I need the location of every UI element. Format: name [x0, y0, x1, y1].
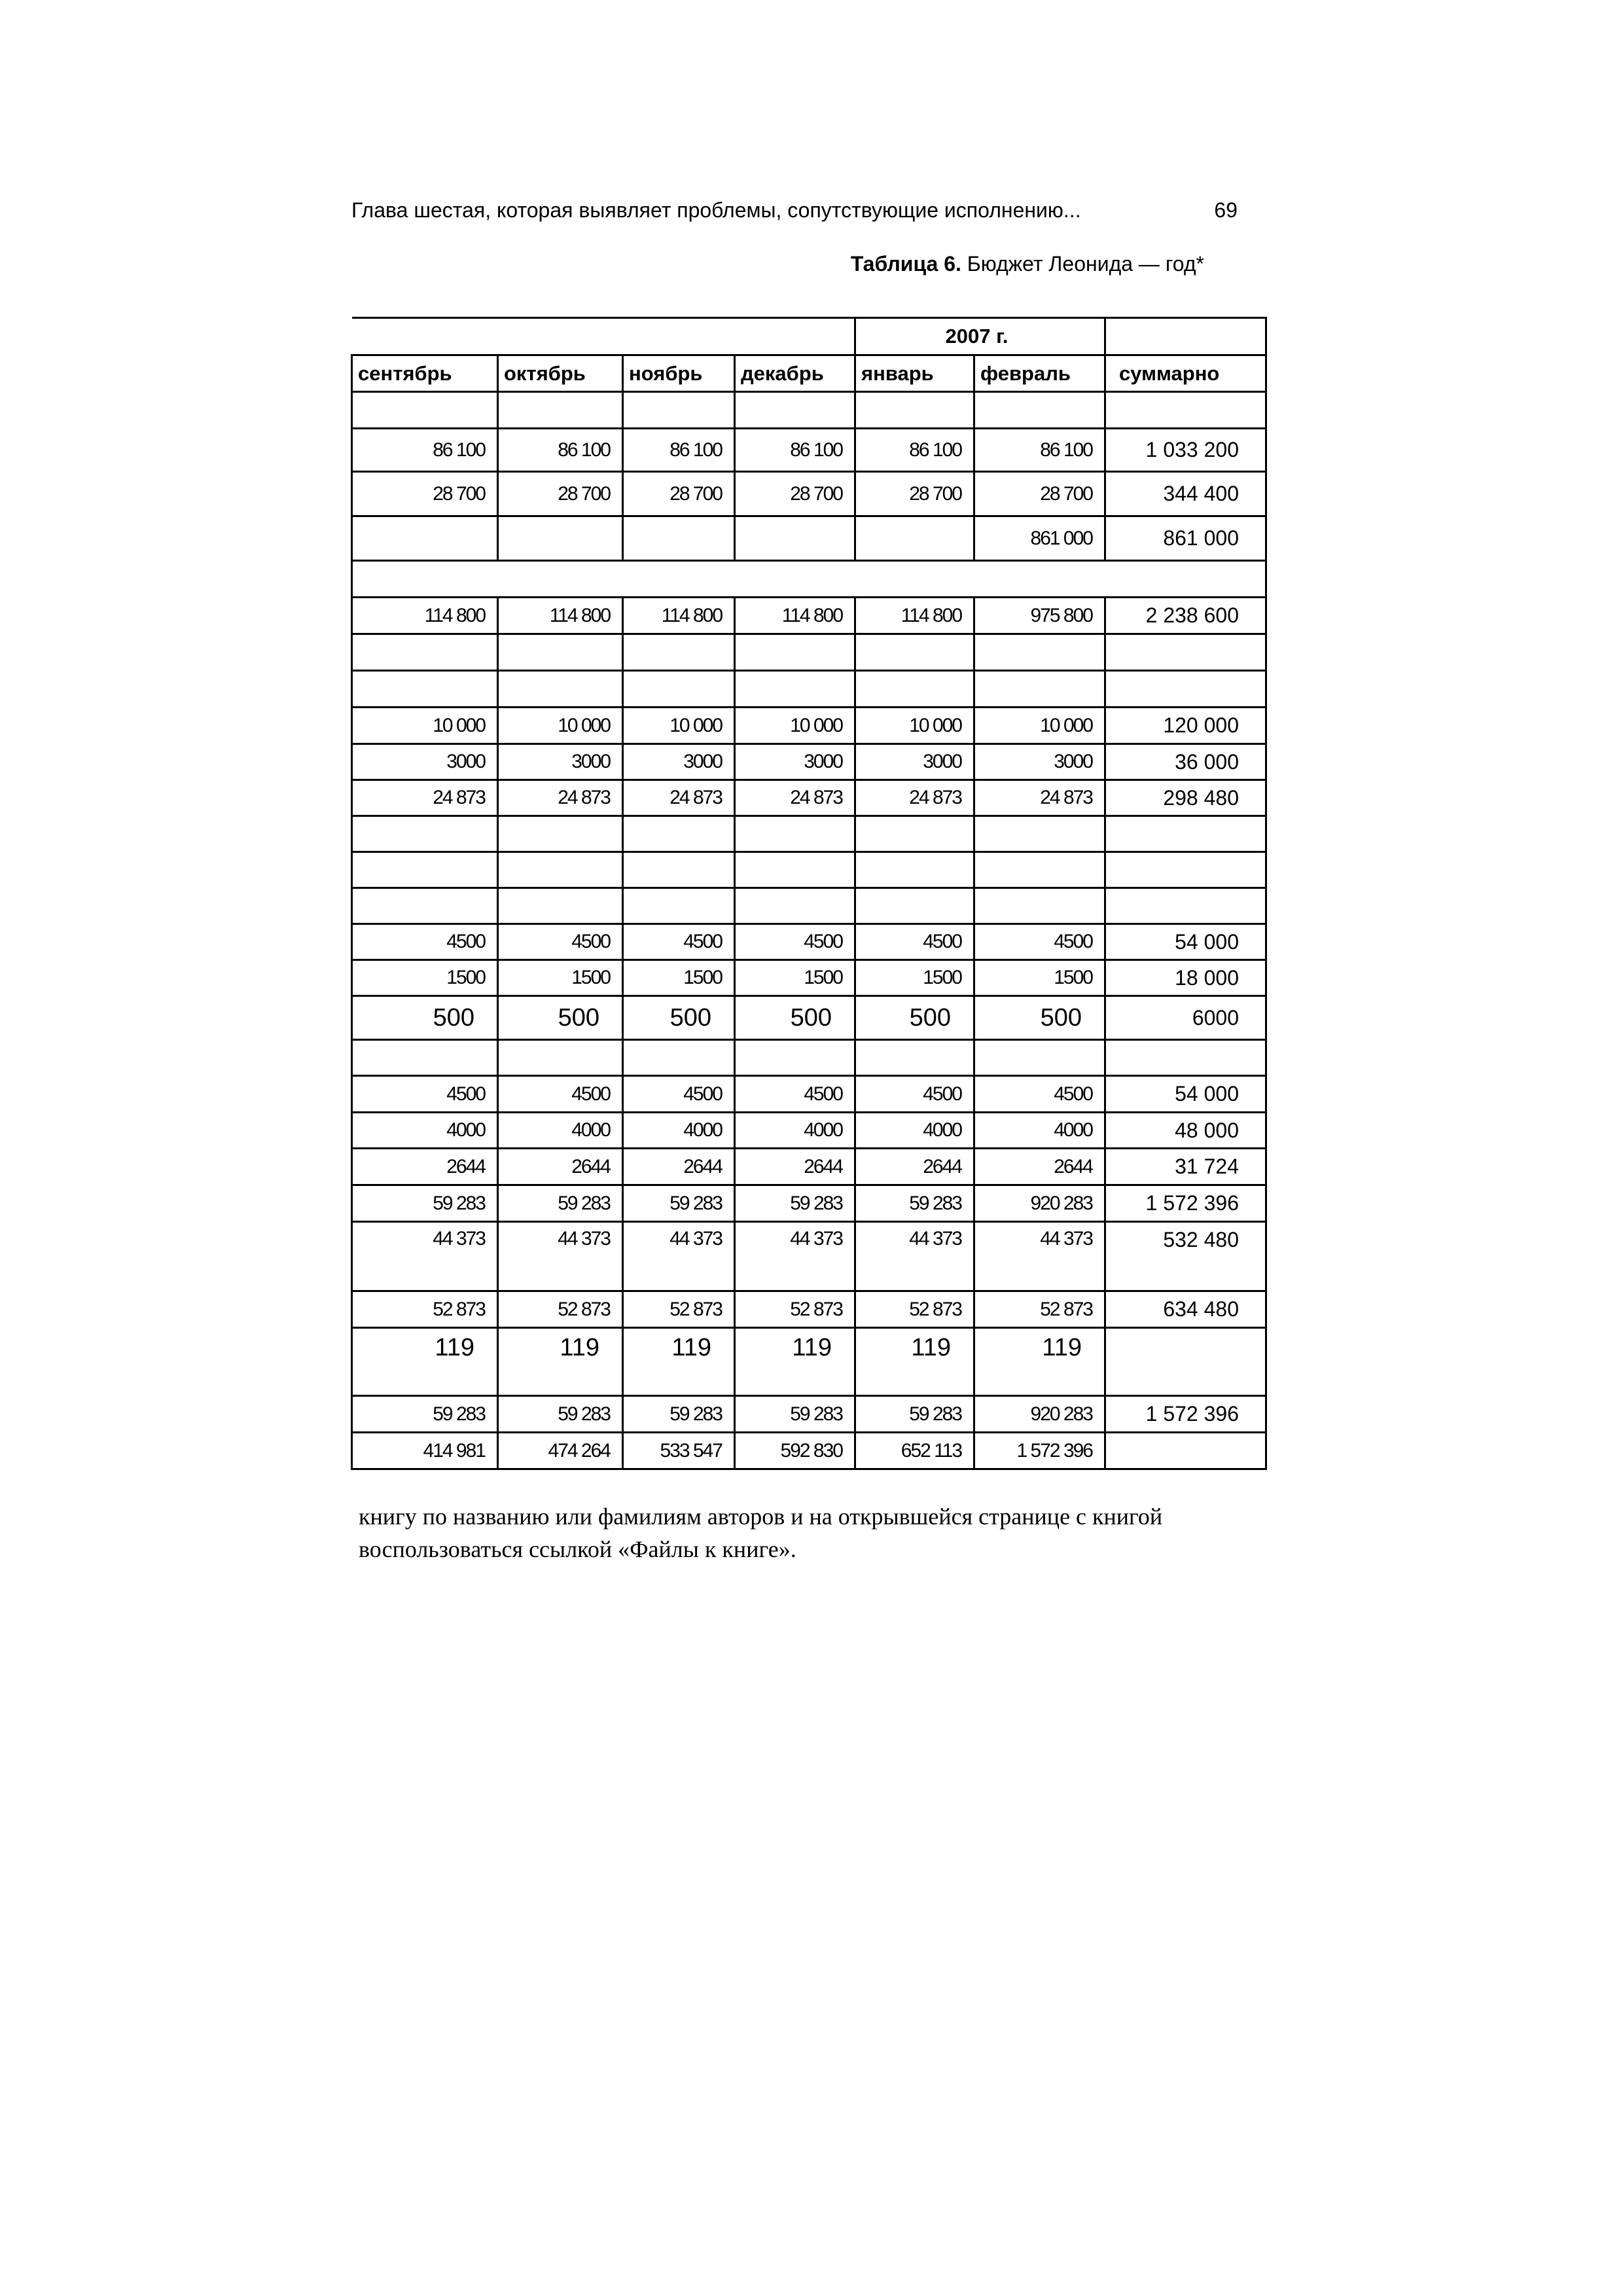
table-cell: 500: [623, 996, 735, 1040]
bottom-text-line: книгу по названию или фамилиям авторов и на открывшейся странице с книгой: [359, 1503, 1163, 1530]
total-cell: 532 480: [1105, 1222, 1266, 1291]
table-cell: 500: [855, 996, 974, 1040]
table-cell: 24 873: [855, 780, 974, 816]
table-cell: 4000: [974, 1113, 1105, 1149]
table-cell: [352, 888, 498, 924]
table-cell: [623, 1040, 735, 1076]
table-cell: 500: [498, 996, 623, 1040]
table-cell: 86 100: [352, 429, 498, 472]
table-caption: [785, 252, 1204, 276]
total-cell: 120 000: [1105, 708, 1266, 744]
table-row: [352, 561, 1266, 598]
table-cell: 920 283: [974, 1396, 1105, 1433]
table-cell: [855, 888, 974, 924]
table-cell: [855, 392, 974, 429]
table-cell: 3000: [623, 744, 735, 780]
table-cell: [498, 1040, 623, 1076]
table-cell: [352, 392, 498, 429]
header-blank-cell: [1105, 318, 1266, 355]
table-cell: 24 873: [974, 780, 1105, 816]
table-cell: 2644: [623, 1149, 735, 1185]
table-cell: 119: [498, 1328, 623, 1396]
column-header: ноябрь: [623, 355, 735, 392]
column-header: декабрь: [735, 355, 855, 392]
table-row: [352, 1113, 1266, 1149]
table-cell: [623, 516, 735, 561]
table-year-row: [352, 318, 1266, 355]
table-cell: 44 373: [855, 1222, 974, 1291]
table-cell: 59 283: [735, 1185, 855, 1222]
total-cell: 48 000: [1105, 1113, 1266, 1149]
total-cell: 2 238 600: [1105, 598, 1266, 634]
total-cell: [1105, 1040, 1266, 1076]
table-cell: 3000: [974, 744, 1105, 780]
table-row: [352, 429, 1266, 472]
table-row: [352, 1328, 1266, 1396]
table-cell: 119: [352, 1328, 498, 1396]
table-cell: 44 373: [974, 1222, 1105, 1291]
table-cell: [352, 1040, 498, 1076]
table-cell: 24 873: [352, 780, 498, 816]
table-cell: [735, 516, 855, 561]
table-cell: 52 873: [498, 1291, 623, 1328]
total-cell: 31 724: [1105, 1149, 1266, 1185]
table-cell: 4000: [352, 1113, 498, 1149]
table-cell: 119: [735, 1328, 855, 1396]
table-cell: [974, 634, 1105, 671]
table-cell: [974, 392, 1105, 429]
total-cell: 1 572 396: [1105, 1185, 1266, 1222]
table-cell: [855, 516, 974, 561]
table-row: [352, 671, 1266, 708]
chapter-title: Глава шестая, которая выявляет проблемы, сопутствующие исполнению...: [351, 198, 1081, 222]
table-cell: [855, 852, 974, 888]
table-cell: [623, 671, 735, 708]
column-header: сентябрь: [352, 355, 498, 392]
table-cell: [623, 816, 735, 852]
column-header: октябрь: [498, 355, 623, 392]
table-cell: 59 283: [623, 1185, 735, 1222]
table-cell: 59 283: [352, 1396, 498, 1433]
table-cell: [735, 852, 855, 888]
table-row: [352, 472, 1266, 516]
table-cell: 3000: [498, 744, 623, 780]
table-cell: [855, 634, 974, 671]
table-cell: 10 000: [352, 708, 498, 744]
table-cell: 28 700: [974, 472, 1105, 516]
table-cell: [498, 852, 623, 888]
table-cell: 1500: [855, 960, 974, 996]
table-cell: [498, 671, 623, 708]
table-row: [352, 1185, 1266, 1222]
table-cell: 4500: [735, 1076, 855, 1113]
table-cell: 59 283: [498, 1396, 623, 1433]
page-number: 69: [1214, 198, 1238, 222]
running-head: [351, 195, 1243, 225]
table-row: [352, 1040, 1266, 1076]
total-cell: [1105, 671, 1266, 708]
table-row: [352, 780, 1266, 816]
table-cell: 2644: [855, 1149, 974, 1185]
table-cell: 4500: [352, 924, 498, 960]
table-cell: 3000: [855, 744, 974, 780]
year-header: 2007 г.: [855, 318, 1105, 355]
table-cell: 28 700: [498, 472, 623, 516]
table-cell: 59 283: [498, 1185, 623, 1222]
table-cell: 4000: [498, 1113, 623, 1149]
table-row: [352, 816, 1266, 852]
table-cell: 114 800: [623, 598, 735, 634]
total-cell: [1105, 1433, 1266, 1469]
table-cell: 59 283: [623, 1396, 735, 1433]
table-cell: 4000: [735, 1113, 855, 1149]
table-cell: 114 800: [855, 598, 974, 634]
total-cell: [1105, 634, 1266, 671]
table-cell: [498, 816, 623, 852]
table-cell: 3000: [352, 744, 498, 780]
table-row: [352, 1291, 1266, 1328]
table-cell: 59 283: [352, 1185, 498, 1222]
table-cell: [735, 816, 855, 852]
table-cell: [623, 392, 735, 429]
table-cell: 28 700: [352, 472, 498, 516]
table-cell: 3000: [735, 744, 855, 780]
table-row: [352, 924, 1266, 960]
table-row: [352, 516, 1266, 561]
table-cell: 86 100: [735, 429, 855, 472]
table-cell: 28 700: [623, 472, 735, 516]
table-cell: 4000: [855, 1113, 974, 1149]
table-cell: 10 000: [855, 708, 974, 744]
table-cell: 59 283: [855, 1185, 974, 1222]
total-cell: [1105, 392, 1266, 429]
table-cell: 2644: [352, 1149, 498, 1185]
table-cell: 52 873: [855, 1291, 974, 1328]
table-cell: 500: [974, 996, 1105, 1040]
table-cell: 52 873: [623, 1291, 735, 1328]
table-cell: 2644: [974, 1149, 1105, 1185]
table-cell: [352, 852, 498, 888]
table-row: [352, 1433, 1266, 1469]
total-cell: 1 572 396: [1105, 1396, 1266, 1433]
table-cell: 52 873: [974, 1291, 1105, 1328]
table-cell: [735, 888, 855, 924]
table-cell: 652 113: [855, 1433, 974, 1469]
table-cell: 4500: [974, 924, 1105, 960]
total-cell: 54 000: [1105, 924, 1266, 960]
table-cell: 44 373: [352, 1222, 498, 1291]
table-cell: 1500: [735, 960, 855, 996]
column-header: январь: [855, 355, 974, 392]
table-cell: [498, 634, 623, 671]
table-cell: 24 873: [623, 780, 735, 816]
table-cell: [855, 671, 974, 708]
table-cell: 592 830: [735, 1433, 855, 1469]
table-cell: 114 800: [352, 598, 498, 634]
table-cell: 2644: [498, 1149, 623, 1185]
table-cell: [735, 1040, 855, 1076]
table-cell: 10 000: [623, 708, 735, 744]
table-cell: 4500: [855, 924, 974, 960]
table-caption-label: Таблица 6.: [850, 252, 961, 276]
table-cell: 2644: [735, 1149, 855, 1185]
table-cell: 86 100: [498, 429, 623, 472]
total-cell: 18 000: [1105, 960, 1266, 996]
table-cell: 1500: [352, 960, 498, 996]
table-cell: 59 283: [855, 1396, 974, 1433]
table-cell: [974, 1040, 1105, 1076]
table-cell: 4500: [623, 924, 735, 960]
bottom-text-line: воспользоваться ссылкой «Файлы к книге».: [359, 1536, 796, 1562]
table-header-row: [352, 355, 1266, 392]
total-cell: [1105, 888, 1266, 924]
table-cell: [498, 392, 623, 429]
table-row: [352, 392, 1266, 429]
table-cell: [735, 671, 855, 708]
table-cell: 500: [735, 996, 855, 1040]
table-cell: 10 000: [498, 708, 623, 744]
table-cell: 1500: [974, 960, 1105, 996]
table-caption-text: Бюджет Леонида — год*: [961, 252, 1204, 276]
table-cell: 10 000: [735, 708, 855, 744]
table-cell: 861 000: [974, 516, 1105, 561]
header-blank-cell: [352, 318, 855, 355]
total-cell: [1105, 1328, 1266, 1396]
total-cell: 861 000: [1105, 516, 1266, 561]
bottom-text: [359, 1500, 1275, 1566]
table-cell: 4500: [352, 1076, 498, 1113]
table-cell: [855, 816, 974, 852]
table-cell: [352, 634, 498, 671]
table-cell: 4500: [735, 924, 855, 960]
total-cell: [1105, 816, 1266, 852]
budget-table: [351, 317, 1267, 1470]
table-cell: 59 283: [735, 1396, 855, 1433]
table-cell: [352, 671, 498, 708]
table-cell: 10 000: [974, 708, 1105, 744]
table-row: [352, 888, 1266, 924]
table-row: [352, 744, 1266, 780]
table-row: [352, 1396, 1266, 1433]
table-cell: 4500: [855, 1076, 974, 1113]
table-cell: 119: [623, 1328, 735, 1396]
table-cell: 44 373: [735, 1222, 855, 1291]
table-row: [352, 598, 1266, 634]
table-cell: 920 283: [974, 1185, 1105, 1222]
table-cell: 975 800: [974, 598, 1105, 634]
table-cell: 86 100: [974, 429, 1105, 472]
table-cell: 119: [855, 1328, 974, 1396]
column-header: февраль: [974, 355, 1105, 392]
total-cell: 344 400: [1105, 472, 1266, 516]
table-cell: [974, 816, 1105, 852]
table-cell: 533 547: [623, 1433, 735, 1469]
table-row: [352, 960, 1266, 996]
table-cell: 24 873: [498, 780, 623, 816]
table-cell: [855, 1040, 974, 1076]
table-cell: 1 572 396: [974, 1433, 1105, 1469]
table-row: [352, 1149, 1266, 1185]
table-cell: 24 873: [735, 780, 855, 816]
table-cell: [498, 516, 623, 561]
total-cell: 36 000: [1105, 744, 1266, 780]
total-cell: 1 033 200: [1105, 429, 1266, 472]
table-row: [352, 1222, 1266, 1291]
table-cell: 4500: [974, 1076, 1105, 1113]
table-cell: 114 800: [735, 598, 855, 634]
table-cell: 119: [974, 1328, 1105, 1396]
table-cell: 28 700: [735, 472, 855, 516]
table-cell: [735, 634, 855, 671]
total-cell: 634 480: [1105, 1291, 1266, 1328]
total-cell: [1105, 852, 1266, 888]
table-row: [352, 634, 1266, 671]
table-cell: [735, 392, 855, 429]
table-cell: [623, 634, 735, 671]
table-cell: [623, 888, 735, 924]
table-cell: [352, 561, 1266, 598]
table-cell: 86 100: [623, 429, 735, 472]
total-cell: 298 480: [1105, 780, 1266, 816]
table-cell: 4500: [498, 1076, 623, 1113]
table-cell: 28 700: [855, 472, 974, 516]
table-row: [352, 1076, 1266, 1113]
table-cell: 500: [352, 996, 498, 1040]
table-cell: 114 800: [498, 598, 623, 634]
column-header: суммарно: [1105, 355, 1266, 392]
table-cell: 4500: [498, 924, 623, 960]
table-cell: 1500: [498, 960, 623, 996]
table-cell: 44 373: [623, 1222, 735, 1291]
table-cell: 414 981: [352, 1433, 498, 1469]
table-cell: 86 100: [855, 429, 974, 472]
table-cell: [352, 816, 498, 852]
table-cell: [352, 516, 498, 561]
total-cell: 54 000: [1105, 1076, 1266, 1113]
table-row: [352, 708, 1266, 744]
table-cell: 1500: [623, 960, 735, 996]
table-cell: 4500: [623, 1076, 735, 1113]
table-row: [352, 996, 1266, 1040]
table-cell: [974, 852, 1105, 888]
table-cell: 4000: [623, 1113, 735, 1149]
table-cell: 52 873: [352, 1291, 498, 1328]
table-cell: [974, 671, 1105, 708]
table-cell: [623, 852, 735, 888]
table-cell: [974, 888, 1105, 924]
total-cell: 6000: [1105, 996, 1266, 1040]
table-cell: 474 264: [498, 1433, 623, 1469]
table-cell: 44 373: [498, 1222, 623, 1291]
table-row: [352, 852, 1266, 888]
table-cell: 52 873: [735, 1291, 855, 1328]
table-cell: [498, 888, 623, 924]
